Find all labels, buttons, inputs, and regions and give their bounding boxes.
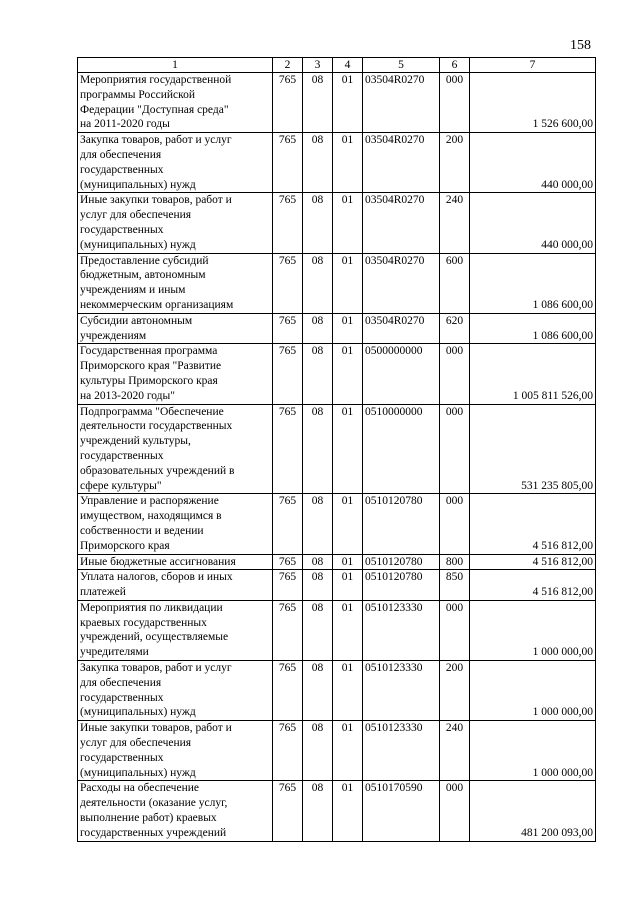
expense-name-cell: [78, 600, 273, 660]
expense-name-line: Мероприятия по ликвидации: [80, 601, 223, 614]
target-article-cell: 03504R0270: [363, 313, 440, 344]
amount-cell: 1 000 000,00: [470, 661, 596, 721]
amount-cell: 531 235 805,00: [470, 404, 596, 494]
target-article-cell: 0510000000: [363, 404, 440, 494]
expense-name-line: имуществом, находящимся в: [80, 510, 222, 523]
table-row: [78, 781, 596, 841]
expense-name-line: деятельности государственных: [80, 420, 233, 433]
expense-name-cell: [78, 253, 273, 313]
table-row: [78, 73, 596, 133]
table-row: [78, 570, 596, 601]
header-col-1: 1: [78, 58, 273, 73]
expense-name-line: Предоставление субсидий: [80, 254, 209, 267]
section-code-cell: 08: [303, 600, 333, 660]
subsection-code-cell: 01: [333, 404, 363, 494]
expense-name-line: (муниципальных) нужд: [80, 178, 196, 191]
expense-type-cell: 850: [440, 570, 470, 601]
ministry-code-cell: 765: [273, 600, 303, 660]
subsection-code-cell: 01: [333, 600, 363, 660]
expense-name-line: государственных: [80, 449, 164, 462]
section-code-cell: 08: [303, 554, 333, 570]
expense-name-line: Приморского края: [80, 539, 170, 552]
amount-cell: 1 000 000,00: [470, 600, 596, 660]
target-article-cell: 03504R0270: [363, 133, 440, 193]
expense-name-line: учреждениям: [80, 329, 147, 342]
subsection-code-cell: 01: [333, 570, 363, 601]
expense-name-line: услуг для обеспечения: [80, 737, 192, 750]
amount-cell: 4 516 812,00: [470, 494, 596, 554]
table-row: [78, 554, 596, 570]
subsection-code-cell: 01: [333, 721, 363, 781]
target-article-cell: 0500000000: [363, 344, 440, 404]
table-row: [78, 600, 596, 660]
section-code-cell: 08: [303, 133, 333, 193]
expense-name-line: услуг для обеспечения: [80, 209, 192, 222]
amount-cell: 4 516 812,00: [470, 554, 596, 570]
ministry-code-cell: 765: [273, 554, 303, 570]
expense-name-line: (муниципальных) нужд: [80, 238, 196, 251]
section-code-cell: 08: [303, 781, 333, 841]
amount-cell: 481 200 093,00: [470, 781, 596, 841]
section-code-cell: 08: [303, 313, 333, 344]
expense-name-line: Федерации "Доступная среда": [80, 103, 229, 116]
expense-type-cell: 000: [440, 600, 470, 660]
expense-name-line: Закупка товаров, работ и услуг: [80, 134, 232, 147]
section-code-cell: 08: [303, 344, 333, 404]
table-row: [78, 661, 596, 721]
expense-name-line: учреждений, осуществляемые: [80, 631, 229, 644]
table-row: [78, 344, 596, 404]
target-article-cell: 0510123330: [363, 661, 440, 721]
expense-type-cell: 800: [440, 554, 470, 570]
expense-name-line: учреждений культуры,: [80, 435, 191, 448]
expense-name-line: краевых государственных: [80, 616, 207, 629]
expense-type-cell: 200: [440, 133, 470, 193]
section-code-cell: 08: [303, 661, 333, 721]
expense-type-cell: 200: [440, 661, 470, 721]
header-col-7: 7: [470, 58, 596, 73]
expense-name-line: некоммерческим организациям: [80, 298, 234, 311]
target-article-cell: 03504R0270: [363, 73, 440, 133]
header-col-4: 4: [333, 58, 363, 73]
expense-name-line: программы Российской: [80, 88, 196, 101]
expense-name-line: культуры Приморского края: [80, 374, 218, 387]
header-col-6: 6: [440, 58, 470, 73]
table-row: [78, 404, 596, 494]
expense-name-line: образовательных учреждений в: [80, 464, 235, 477]
target-article-cell: 0510120780: [363, 494, 440, 554]
amount-cell: 440 000,00: [470, 133, 596, 193]
ministry-code-cell: 765: [273, 721, 303, 781]
subsection-code-cell: 01: [333, 253, 363, 313]
expense-name-line: государственных: [80, 163, 164, 176]
expense-name-line: на 2011-2020 годы: [80, 118, 170, 131]
expense-name-cell: [78, 193, 273, 253]
expense-name-line: деятельности (оказание услуг,: [80, 797, 228, 810]
target-article-cell: 0510170590: [363, 781, 440, 841]
expense-name-line: платежей: [80, 586, 126, 599]
expense-type-cell: 240: [440, 193, 470, 253]
header-col-5: 5: [363, 58, 440, 73]
ministry-code-cell: 765: [273, 494, 303, 554]
subsection-code-cell: 01: [333, 494, 363, 554]
target-article-cell: 0510120780: [363, 570, 440, 601]
expense-name-line: собственности и ведении: [80, 524, 204, 537]
expense-type-cell: 000: [440, 494, 470, 554]
expense-name-line: государственных: [80, 223, 164, 236]
ministry-code-cell: 765: [273, 133, 303, 193]
expense-type-cell: 000: [440, 404, 470, 494]
table-row: [78, 313, 596, 344]
section-code-cell: 08: [303, 193, 333, 253]
subsection-code-cell: 01: [333, 344, 363, 404]
target-article-cell: 0510123330: [363, 600, 440, 660]
page-number: 158: [570, 38, 591, 53]
expense-name-line: (муниципальных) нужд: [80, 766, 196, 779]
expense-name-cell: [78, 404, 273, 494]
ministry-code-cell: 765: [273, 253, 303, 313]
section-code-cell: 08: [303, 721, 333, 781]
expense-name-line: Иные закупки товаров, работ и: [80, 194, 232, 207]
expense-name-line: Иные закупки товаров, работ и: [80, 722, 232, 735]
ministry-code-cell: 765: [273, 661, 303, 721]
budget-table: [77, 57, 596, 842]
ministry-code-cell: 765: [273, 344, 303, 404]
subsection-code-cell: 01: [333, 781, 363, 841]
ministry-code-cell: 765: [273, 193, 303, 253]
header-col-3: 3: [303, 58, 333, 73]
expense-name-cell: [78, 73, 273, 133]
expense-name-line: на 2013-2020 годы": [80, 389, 175, 402]
expense-name-cell: [78, 344, 273, 404]
expense-name-line: Подпрограмма "Обеспечение: [80, 405, 224, 418]
expense-name-cell: [78, 554, 273, 570]
ministry-code-cell: 765: [273, 781, 303, 841]
expense-type-cell: 620: [440, 313, 470, 344]
expense-type-cell: 240: [440, 721, 470, 781]
expense-name-cell: [78, 494, 273, 554]
amount-cell: 1 526 600,00: [470, 73, 596, 133]
subsection-code-cell: 01: [333, 313, 363, 344]
section-code-cell: 08: [303, 253, 333, 313]
expense-name-line: Иные бюджетные ассигнования: [80, 555, 236, 568]
section-code-cell: 08: [303, 73, 333, 133]
ministry-code-cell: 765: [273, 404, 303, 494]
header-row: [78, 58, 596, 73]
subsection-code-cell: 01: [333, 193, 363, 253]
section-code-cell: 08: [303, 494, 333, 554]
amount-cell: 1 086 600,00: [470, 313, 596, 344]
target-article-cell: 0510123330: [363, 721, 440, 781]
expense-name-line: Государственная программа: [80, 345, 218, 358]
expense-type-cell: 000: [440, 781, 470, 841]
amount-cell: 440 000,00: [470, 193, 596, 253]
expense-name-line: учреждениям и иным: [80, 284, 186, 297]
table-header: [78, 58, 596, 73]
table-row: [78, 494, 596, 554]
target-article-cell: 0510120780: [363, 554, 440, 570]
subsection-code-cell: 01: [333, 554, 363, 570]
expense-name-line: Закупка товаров, работ и услуг: [80, 662, 232, 675]
expense-type-cell: 600: [440, 253, 470, 313]
table-row: [78, 193, 596, 253]
expense-name-line: Управление и распоряжение: [80, 495, 219, 508]
expense-name-cell: [78, 133, 273, 193]
amount-cell: 1 086 600,00: [470, 253, 596, 313]
ministry-code-cell: 765: [273, 570, 303, 601]
expense-name-cell: [78, 721, 273, 781]
expense-name-line: государственных учреждений: [80, 826, 227, 839]
expense-name-line: Приморского края "Развитие: [80, 360, 222, 373]
expense-name-line: (муниципальных) нужд: [80, 706, 196, 719]
expense-name-line: бюджетным, автономным: [80, 269, 206, 282]
expense-name-line: Субсидии автономным: [80, 314, 193, 327]
expense-name-cell: [78, 570, 273, 601]
section-code-cell: 08: [303, 404, 333, 494]
expense-name-line: для обеспечения: [80, 676, 162, 689]
expense-name-line: государственных: [80, 691, 164, 704]
expense-name-line: сфере культуры": [80, 479, 162, 492]
expense-name-cell: [78, 313, 273, 344]
subsection-code-cell: 01: [333, 133, 363, 193]
expense-name-line: Мероприятия государственной: [80, 74, 232, 86]
expense-name-line: выполнение работ) краевых: [80, 812, 217, 825]
table-row: [78, 721, 596, 781]
target-article-cell: 03504R0270: [363, 253, 440, 313]
target-article-cell: 03504R0270: [363, 193, 440, 253]
table-body: [78, 73, 596, 842]
expense-name-cell: [78, 781, 273, 841]
subsection-code-cell: 01: [333, 661, 363, 721]
ministry-code-cell: 765: [273, 313, 303, 344]
table-row: [78, 253, 596, 313]
expense-type-cell: 000: [440, 344, 470, 404]
expense-type-cell: 000: [440, 73, 470, 133]
section-code-cell: 08: [303, 570, 333, 601]
expense-name-line: государственных: [80, 751, 164, 764]
amount-cell: 4 516 812,00: [470, 570, 596, 601]
amount-cell: 1 000 000,00: [470, 721, 596, 781]
table-row: [78, 133, 596, 193]
expense-name-cell: [78, 661, 273, 721]
expense-name-line: Расходы на обеспечение: [80, 782, 199, 795]
subsection-code-cell: 01: [333, 73, 363, 133]
ministry-code-cell: 765: [273, 73, 303, 133]
expense-name-line: Уплата налогов, сборов и иных: [80, 571, 233, 584]
header-col-2: 2: [273, 58, 303, 73]
amount-cell: 1 005 811 526,00: [470, 344, 596, 404]
expense-name-line: учредителями: [80, 646, 149, 659]
expense-name-line: для обеспечения: [80, 148, 162, 161]
